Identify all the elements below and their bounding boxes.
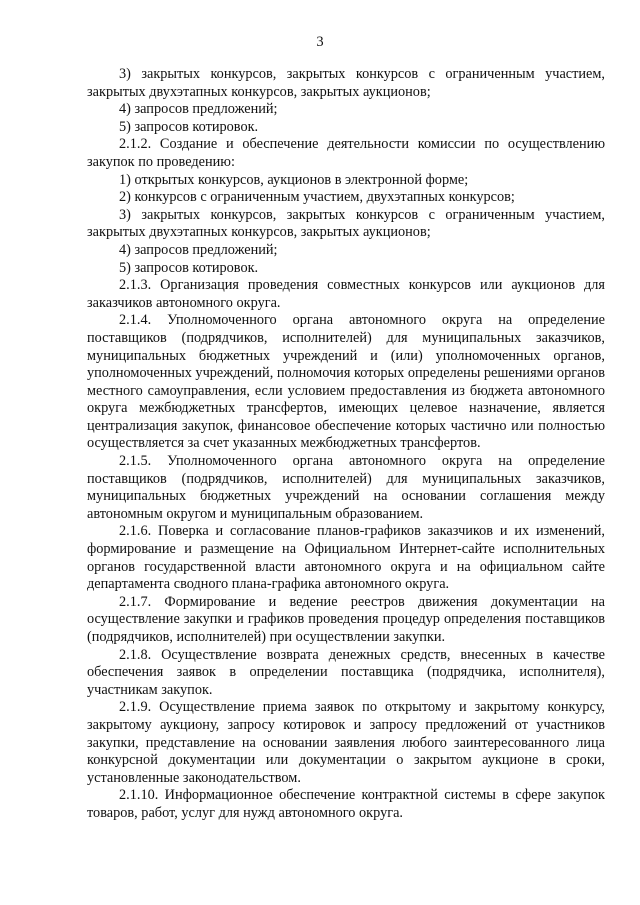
paragraph-2-1-3: 2.1.3. Организация проведения совместных конкурсов или аукционов для заказчиков автономного округа. — [87, 277, 605, 311]
paragraph-2-1-6: 2.1.6. Поверка и согласование планов-графиков заказчиков и их изменений, формирование и размещение на Официальном Интернет-сайте исполнительных органов государственной власти автономного округа и на официальном сайте департамента сводного плана-графика автономного округа. — [87, 523, 605, 593]
paragraph-item-2-limited: 2) конкурсов с ограниченным участием, двухэтапных конкурсов; — [119, 189, 515, 206]
paragraph-2-1-2: 2.1.2. Создание и обеспечение деятельности комиссии по осуществлению закупок по проведению: — [87, 136, 605, 170]
document-body — [87, 66, 605, 823]
paragraph-2-1-8: 2.1.8. Осуществление возврата денежных средств, внесенных в качестве обеспечения заявок в определении поставщика (подрядчика, исполнителя), участникам закупок. — [87, 646, 605, 698]
paragraph-item-5-quotes: 5) запросов котировок. — [119, 118, 259, 135]
paragraph-item-3-closed-2: 3) закрытых конкурсов, закрытых конкурсов с ограниченным участием, закрытых двухэтапных конкурсов, закрытых аукционов; — [87, 206, 605, 241]
paragraph-item-1-open: 1) открытых конкурсов, аукционов в электронной форме; — [119, 171, 469, 188]
paragraph-2-1-10: 2.1.10. Информационное обеспечение контрактной системы в сфере закупок товаров, работ, услуг для нужд автономного округа. — [87, 787, 605, 821]
paragraph-item-5-quotes-2: 5) запросов котировок. — [119, 259, 259, 276]
paragraph-2-1-9: 2.1.9. Осуществление приема заявок по открытому и закрытому конкурсу, закрытому аукциону, запросу котировок и запросу предложений от участников закупки, представление на основании заявления любого заинтересованного лица конкурсной документации или документации о закрытом аукционе в сроки, установленные законодательством. — [87, 699, 605, 786]
paragraph-2-1-5: 2.1.5. Уполномоченного органа автономного округа на определение поставщиков (подрядчиков, исполнителей) для муниципальных заказчиков, муниципальных бюджетных учреждений на основании соглашения между автономным округом и муниципальным образованием. — [87, 453, 605, 522]
paragraph-item-4-proposals-2: 4) запросов предложений; — [119, 241, 278, 258]
paragraph-2-1-4: 2.1.4. Уполномоченного органа автономного округа на определение поставщиков (подрядчиков, исполнителей) для муниципальных заказчиков, муниципальных бюджетных учреждений и (или) уполномоченных органов, уполномоченных учреждений, полномочия которых определены решениями органов местного самоуправления, если условием предоставления из бюджета автономного округа межбюджетных трансфертов, имеющих целевое назначение, является централизация закупок, финансовое обеспечение которых частично или полностью осуществляется за счет указанных межбюджетных трансфертов. — [87, 312, 605, 452]
paragraph-2-1-7: 2.1.7. Формирование и ведение реестров движения документации на осуществление закупки и графиков проведения процедур определения поставщиков (подрядчиков, исполнителей) при осуществлении закупки. — [87, 593, 605, 645]
paragraph-item-3-closed: 3) закрытых конкурсов, закрытых конкурсов с ограниченным участием, закрытых двухэтапных конкурсов, закрытых аукционов; — [87, 66, 605, 100]
page-number: 3 — [316, 34, 324, 50]
paragraph-item-4-proposals: 4) запросов предложений; — [119, 101, 278, 118]
